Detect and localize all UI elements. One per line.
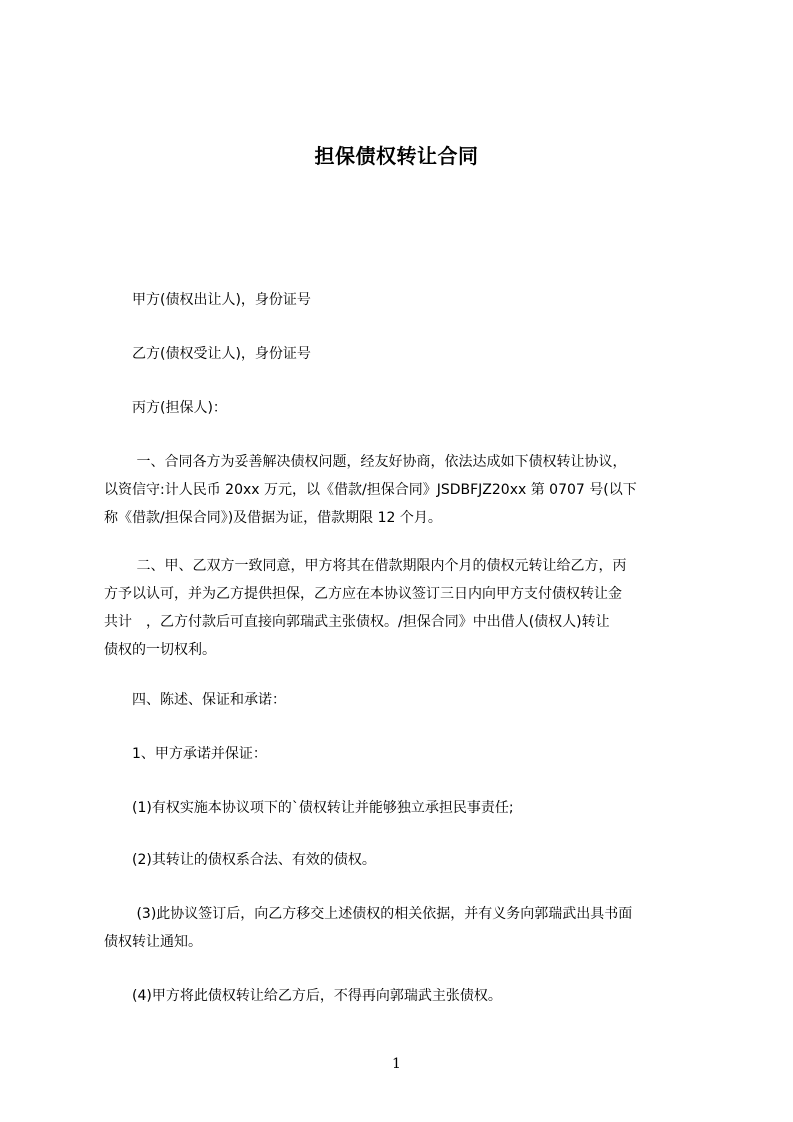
paragraph-line: 方予以认可，并为乙方提供担保，乙方应在本协议签订三日内向甲方支付债权转让金 — [104, 586, 622, 602]
paragraph-party-a-promise — [104, 740, 704, 768]
paragraph-clause-2 — [104, 552, 704, 664]
paragraph-line: 称《借款/担保合同》)及借据为证，借款期限 12 个月。 — [104, 510, 442, 526]
paragraph-line: 债权的一切权利。 — [104, 642, 216, 658]
paragraph-item-2 — [104, 846, 704, 874]
paragraph-line: 1、甲方承诺并保证： — [104, 746, 267, 762]
paragraph-line: 债权转让通知。 — [104, 934, 202, 950]
paragraph-line: (2)其转让的债权系合法、有效的债权。 — [104, 852, 376, 868]
paragraph-line: 共计 ，乙方付款后可直接向郭瑞武主张债权。/担保合同》中出借人(债权人)转让 — [104, 614, 610, 630]
paragraph-item-1 — [104, 794, 704, 822]
paragraph-line: 丙方(担保人)： — [104, 400, 227, 416]
paragraph-line: (3)此协议签订后，向乙方移交上述债权的相关依据，并有义务向郭瑞武出具书面 — [104, 906, 633, 922]
paragraph-line: 甲方(债权出让人)，身份证号 — [104, 292, 311, 308]
paragraph-line: 二、甲、乙双方一致同意，甲方将其在借款期限内个月的债权元转让给乙方，丙 — [104, 558, 627, 574]
paragraph-line: 以资信守:计人民币 20xx 万元，以《借款/担保合同》JSDBFJZ20xx 第 0707 号(以下 — [104, 482, 637, 498]
page-number: 1 — [392, 1056, 401, 1072]
paragraph-line: 乙方(债权受让人)，身份证号 — [104, 346, 311, 362]
paragraph-line: 一、合同各方为妥善解决债权问题，经友好协商，依法达成如下债权转让协议， — [104, 454, 627, 470]
paragraph-section-4 — [104, 686, 704, 714]
paragraph-line: (4)甲方将此债权转让给乙方后，不得再向郭瑞武主张债权。 — [104, 988, 502, 1004]
paragraph-line: 四、陈述、保证和承诺： — [104, 692, 286, 708]
paragraph-party-c — [104, 394, 704, 422]
paragraph-line: (1)有权实施本协议项下的`债权转让并能够独立承担民事责任; — [104, 800, 514, 816]
paragraph-party-a — [104, 286, 704, 314]
paragraph-item-4 — [104, 982, 704, 1010]
paragraph-item-3 — [104, 900, 704, 956]
document-title: 担保债权转让合同 — [314, 144, 479, 168]
paragraph-clause-1 — [104, 448, 704, 532]
paragraph-party-b — [104, 340, 704, 368]
